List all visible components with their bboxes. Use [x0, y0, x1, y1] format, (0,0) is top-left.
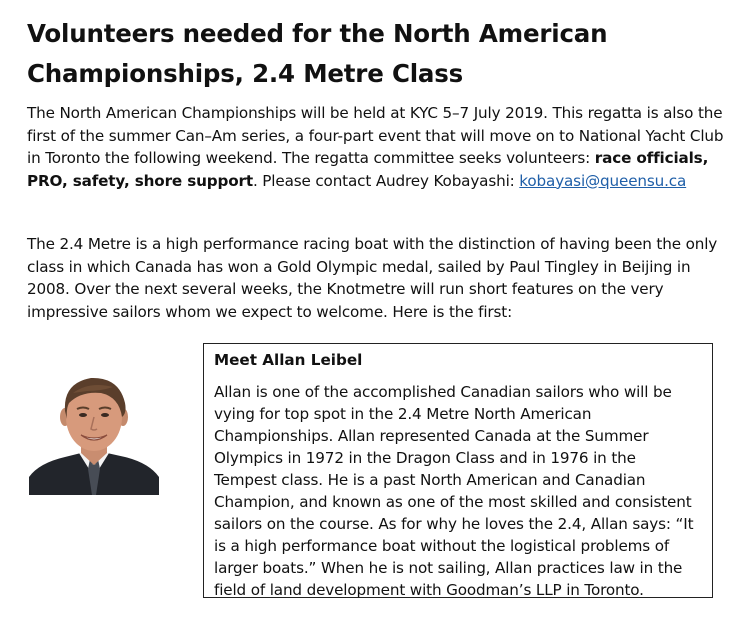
article-title-line2: Championships, 2.4 Metre Class [27, 59, 464, 88]
profile-heading: Meet Allan Leibel [214, 351, 363, 369]
profile-box [203, 343, 713, 598]
volunteer-roles: race officials, PRO, safety, shore support [27, 149, 709, 190]
intro-paragraph [27, 102, 727, 192]
contact-email-link[interactable]: kobayasi@queensu.ca [519, 171, 687, 190]
article-title-line1: Volunteers needed for the North American [27, 19, 608, 48]
profile-body: Allan is one of the accomplished Canadian sailors who will be vying for top spot in the 2.4 Metre North American Championships. Allan represented Canada at the Summer Olympics in 1972 in the Dragon Class and in 1976 in the Tempest class. He is a past North American and Canadian Champion, and known as one of the most skilled and consistent sailors on the course. As for why he loves the 2.4, Allan says: “It is a high performance boat without the logistical problems of larger boats.” When he is not sailing, Allan practices law in the field of land development with Goodman’s LLP in Toronto. [214, 383, 694, 598]
portrait-image [29, 373, 159, 495]
class-paragraph: The 2.4 Metre is a high performance racing boat with the distinction of having been the only class in which Canada has won a Gold Olympic medal, sailed by Paul Tingley in Beijing in 2008. Over the next several weeks, the Knotmetre will run short features on the very impressive sailors whom we expect to welcome. Here is the first: [27, 235, 718, 321]
article-title [27, 14, 727, 94]
intro-text-start: The North American Championships will be held at KYC 5–7 July 2019. This regatta is also the first of the summer Can–Am series, a four-part event that will move on to National Yacht Club in Toronto the following weekend. The regatta committee seeks volunteers: [27, 104, 724, 168]
intro-text-end: . Please contact Audrey Kobayashi: [252, 171, 520, 190]
allan-leibel-photo [29, 373, 159, 495]
